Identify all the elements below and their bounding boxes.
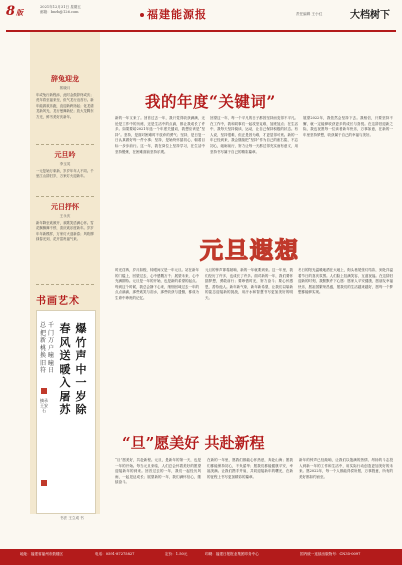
page-number: 8版	[6, 4, 24, 19]
footer-price: 定价：1.50元	[165, 552, 188, 556]
poem2-author: 李玉英	[59, 162, 71, 166]
footer-print: 印刷：福建日报报业集团印务中心	[205, 552, 259, 556]
footer-phone: 电话：0591-87275827	[95, 552, 135, 556]
calligraphy-main-col2: 春风送暖入屠苏	[59, 322, 71, 416]
calligraphy-small-col1: 千门万户曈曈日	[47, 322, 54, 374]
calligraphy-signature: 摘录 王安石	[40, 398, 48, 413]
article2-col2: 元旦的钟声即将敲响，新的一年就要到来。这一年里，我们经历了许多，也成长了许多。面对新的一年，我们要怀揣梦想，勇敢前行；要珍惜时光，努力奋斗；要心怀感恩，善待他人。新年新气象，新年新希望，让我们以崭新的姿态迎接新的挑战，用汗水和智慧书写更加美好的明天。	[205, 268, 293, 300]
poem3-author: 王永庆	[59, 214, 71, 218]
article2-title: 元旦遐想	[200, 237, 300, 264]
sidebar-divider	[36, 196, 94, 197]
article3-col1: “旦”愿美好，共赴新程。元旦，是新年的第一天，也是一年的开始。每当元旦来临，人们总会怀着美好的愿望迎接新年的到来。回首过去的一年，我们一起经历风雨，一起见证成长；展望新的一年，我们满怀信心，继续奋斗。	[115, 458, 201, 485]
article1-title: 我的年度“关键词”	[145, 92, 276, 111]
article1-col2: 回望这一年，每一个平凡的日子都因坚持而变得不平凡。在工作中，我和同事们一起攻坚克难，加班加点；在生活中，我每天坚持阅读、运动，让自己保持积极的状态。有人说，坚持很难，但正是因为难，才更显得可贵。新的一年已经到来，我会继续把“坚持”作为自己的座右铭，不忘初心，砥砺前行，努力让每一天都过得充实而有意义，用坚持书写属于自己的精彩篇章。	[210, 116, 298, 154]
header-info	[40, 5, 81, 15]
issue-date: 2021年12月31日 星期五	[40, 5, 81, 9]
masthead: 福建能源报	[140, 6, 207, 22]
calligraphy-small-col2: 总把新桃换旧符	[39, 322, 46, 374]
article1-col3: 展望2022年，我依然会坚持下去。我相信，只要坚持不懈，就一定能够收获更多的成长与喜悦。在这辞旧迎新之际，我也祝愿每一位读者新年快乐，万事如意，在新的一年里坚持梦想，收获属于自己的幸福与美好。	[303, 116, 393, 137]
article1-col1: 新的一年又来了。回首过去一年，我只觉得收获满满，无论是工作中的历练，还是生活中的点滴，都让我成长了许多。如果要给2021年选一个年度关键词，我想应该是“坚持”。坚持，是面对困难时不放弃的勇气；坚持，是日复一日认真做好每一件小事；坚持，是始终怀揣初心，朝着目标一步步前行。这一年，我在岗位上坚持学习，在生活中坚持锻炼，在困难面前坚持乐观。	[115, 116, 205, 154]
editor: 责任编辑 王小红	[296, 12, 323, 16]
poem2-title: 元旦吟	[54, 150, 76, 159]
poem3-text: 新年降至欢颜开，欢歌笑语满心怀。雪花飘飘舞不停，喜庆欢乐度新年。岁岁年年新模样，万家灯火迎新春；风吹柳绿春光到，花开富贵福气来。	[36, 221, 94, 242]
calligraphy-caption: 书法 王立成 书	[60, 516, 84, 520]
poem1-text: 年或兔行新程添，此时金鼓辞终或庆；虎年将至福来至，但气龙行迈首行。新年能源欢乐跑，直迎新跨扬起；化龙谱龙新风光，龙行曼舞新纪；放大龙腾东方光，鲜书美好庆新年。	[36, 93, 94, 119]
email: 邮箱：bnrb@126.com	[40, 10, 79, 14]
article2-col1: 时光荏苒，岁月如梭，转眼间又是一年元旦。站在新年的门槛上，回望过去，心中感慨万千；展望未来，心中充满期待。元旦是一年的开始，也是新的希望的起点。每到这个时候，我总会静下心来，细细回味过去一年的点点滴滴，那些欢笑与泪水，那些收获与遗憾，都成为生命中珍贵的记忆。	[115, 268, 199, 300]
article3-col3: 新年的钟声已经敲响，让我们以饱满的热情、昂扬的斗志投入到新一年的工作和生活中，用实际行动创造更加美好的未来。愿2022年，每一个人都能得偿所愿，万事胜意，所有的美好都如约而至。	[299, 458, 393, 479]
sidebar-divider	[36, 144, 94, 145]
footer-address: 地址：福建省福州市鼓楼区	[20, 552, 64, 556]
poem1-title: 辞兔迎龙	[51, 74, 79, 83]
article3-title: “旦”愿美好 共赴新程	[122, 434, 265, 452]
poem2-text: 一元复始万象新，岁岁年年人不同。千里江山辞旧岁，万家灯火迎新年。	[36, 169, 94, 179]
footer-series: 国内统一连续出版物号：CN35-0097	[300, 552, 361, 556]
section-title: 大档树下	[350, 10, 390, 21]
poem1-author: 郭晓月	[59, 86, 71, 90]
page-footer	[0, 549, 402, 565]
article3-col2: 在新的一年里，愿我们都能心怀热爱，奔赴山海；愿我们都能保持初心，不负韶华；愿我们都能健康平安，幸福美满。让我们携手并肩，共同迎接新年的曙光，在新的征程上书写更加精彩的篇章。	[207, 458, 293, 479]
seal-stamp	[41, 388, 47, 394]
poem3-title: 元日抒怀	[51, 202, 79, 211]
seal-stamp	[41, 480, 47, 486]
article2-col3: 冬日的阳光温暖地洒在大地上，街头巷尾张灯结彩，到处洋溢着节日的喜庆氛围。人们脸上挂满笑容，互道祝福。在这辞旧迎新的时刻，我默默许下心愿：愿家人平安健康，愿朋友幸福快乐，愿祖国繁荣昌盛，愿我们的生活越来越好，愿每一个梦想都能够实现。	[298, 268, 393, 295]
calligraphy-heading: 书画艺术	[36, 296, 80, 307]
page-header	[0, 0, 402, 32]
sidebar-divider	[36, 284, 94, 285]
calligraphy-main-col1: 爆竹声中一岁除	[75, 322, 87, 416]
